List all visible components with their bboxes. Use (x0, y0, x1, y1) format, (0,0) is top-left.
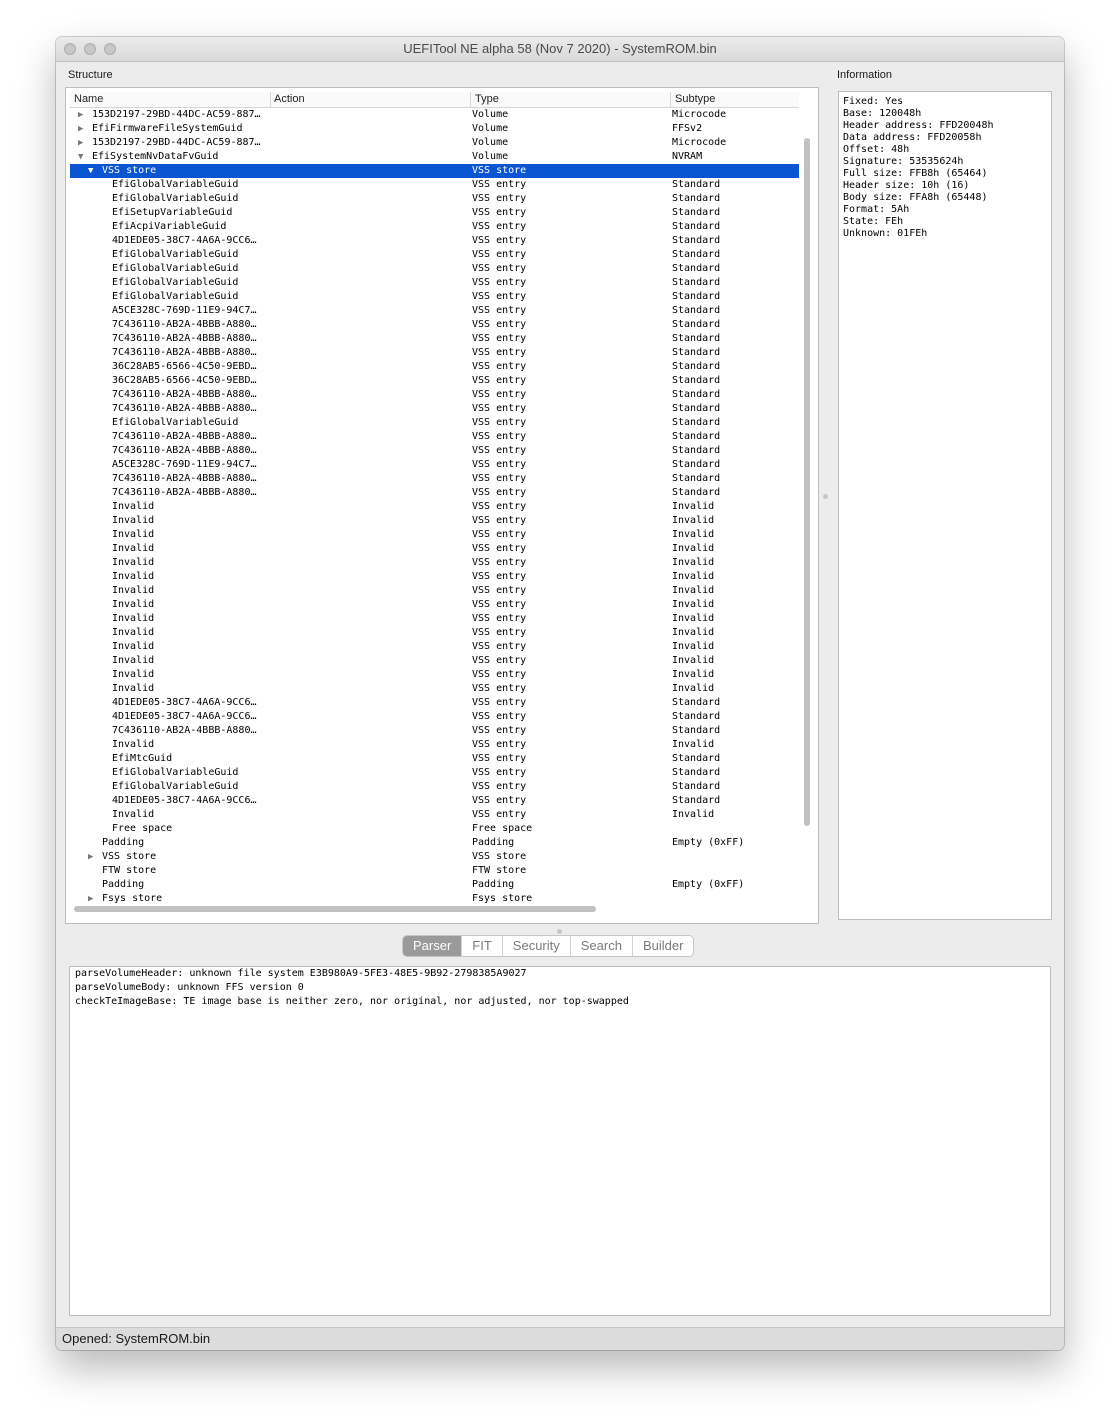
tree-row-name: FTW store (102, 865, 157, 876)
title-bar[interactable] (56, 37, 1064, 62)
tree-row-name: 7C436110-AB2A-4BBB-A880… (112, 725, 257, 736)
tree-row-subtype: Invalid (672, 655, 715, 666)
tree-row-type: Volume (472, 123, 509, 134)
tree-row-type: VSS entry (472, 641, 527, 652)
tab-parser[interactable]: Parser (403, 936, 462, 956)
tree-row-subtype: Invalid (672, 529, 715, 540)
tree-row-name: 7C436110-AB2A-4BBB-A880… (112, 319, 257, 330)
tree-row[interactable] (70, 724, 799, 738)
tree-row-subtype: Invalid (672, 641, 715, 652)
information-line: Signature: 53535624h (843, 156, 964, 167)
tree-row-subtype: Invalid (672, 669, 715, 680)
tree-row-name: Invalid (112, 585, 155, 596)
tree-row-type: VSS entry (472, 417, 527, 428)
tree-row-name: 4D1EDE05-38C7-4A6A-9CC6… (112, 795, 257, 806)
tree-row[interactable] (70, 304, 799, 318)
tree-row[interactable] (70, 318, 799, 332)
information-line: Header address: FFD20048h (843, 120, 994, 131)
tree-row-subtype: Standard (672, 319, 721, 330)
tree-row[interactable] (70, 766, 799, 780)
tree-row[interactable] (70, 528, 799, 542)
tree-row-type: VSS store (472, 851, 527, 862)
tree-row-name: 36C28AB5-6566-4C50-9EBD… (112, 375, 257, 386)
tree-horizontal-scrollbar[interactable] (74, 906, 596, 912)
tree-row-subtype: Standard (672, 781, 721, 792)
tree-row[interactable] (70, 108, 799, 122)
tree-row-type: VSS entry (472, 305, 527, 316)
tree-row-name: 7C436110-AB2A-4BBB-A880… (112, 347, 257, 358)
tree-row[interactable] (70, 430, 799, 444)
status-bar: Opened: SystemROM.bin (56, 1327, 1064, 1350)
tree-row-type: VSS entry (472, 361, 527, 372)
tree-row-subtype: Microcode (672, 109, 727, 120)
tree-row-type: VSS entry (472, 599, 527, 610)
tree-row-name: EfiGlobalVariableGuid (112, 277, 239, 288)
tree-row-type: VSS entry (472, 515, 527, 526)
tree-row[interactable] (70, 346, 799, 360)
information-panel[interactable] (838, 91, 1052, 920)
messages-panel[interactable] (69, 966, 1051, 1316)
tree-row-type: VSS entry (472, 403, 527, 414)
tree-row-type: VSS entry (472, 711, 527, 722)
tree-row-name: 4D1EDE05-38C7-4A6A-9CC6… (112, 697, 257, 708)
tree-row[interactable] (70, 136, 799, 150)
tree-row-type: VSS entry (472, 459, 527, 470)
tree-row-type: VSS entry (472, 669, 527, 680)
tree-row-name: Invalid (112, 683, 155, 694)
structure-label: Structure (68, 69, 113, 81)
tree-row-name: Invalid (112, 641, 155, 652)
tree-row-type: VSS entry (472, 809, 527, 820)
tree-row-subtype: Standard (672, 697, 721, 708)
vertical-splitter-handle[interactable] (823, 494, 828, 499)
tree-row-type: VSS entry (472, 431, 527, 442)
tree-row[interactable] (70, 402, 799, 416)
tree-row-subtype: FFSv2 (672, 123, 703, 134)
tree-row-name: EfiFirmwareFileSystemGuid (92, 123, 243, 134)
tree-row[interactable] (70, 262, 799, 276)
tree-row-name: Padding (102, 879, 145, 890)
tree-row[interactable] (70, 388, 799, 402)
tab-fit[interactable]: FIT (462, 936, 503, 956)
message-tabs (402, 935, 694, 957)
tree-row-name: Invalid (112, 529, 155, 540)
tree-row-name: Invalid (112, 655, 155, 666)
tree-row-type: VSS entry (472, 487, 527, 498)
tree-row-type: VSS store (472, 165, 527, 176)
tree-row-subtype: Empty (0xFF) (672, 879, 745, 890)
tree-header (70, 92, 799, 108)
tree-row-type: Padding (472, 837, 515, 848)
tree-row[interactable] (70, 864, 799, 878)
tree-row-subtype: Standard (672, 305, 721, 316)
tree-row-type: VSS entry (472, 347, 527, 358)
information-line: Full size: FFB8h (65464) (843, 168, 988, 179)
tree-row-type: VSS entry (472, 501, 527, 512)
tree-row-subtype: Standard (672, 389, 721, 400)
tree-row-subtype: Standard (672, 459, 721, 470)
information-line: Fixed: Yes (843, 96, 904, 107)
information-line: Unknown: 01FEh (843, 228, 928, 239)
information-label: Information (837, 69, 893, 81)
tree-row-subtype: Invalid (672, 585, 715, 596)
tree-row-type: VSS entry (472, 207, 527, 218)
tree-row-name: 7C436110-AB2A-4BBB-A880… (112, 431, 257, 442)
tree-row-subtype: Invalid (672, 613, 715, 624)
disclosure-collapsed-icon[interactable]: ▶ (78, 138, 84, 148)
tree-row-name: Invalid (112, 543, 155, 554)
structure-tree[interactable] (65, 87, 819, 924)
tree-row-name: Invalid (112, 739, 155, 750)
tree-row[interactable] (70, 780, 799, 794)
tree-row-name: 36C28AB5-6566-4C50-9EBD… (112, 361, 257, 372)
message-line[interactable]: checkTeImageBase: TE image base is neither zero, nor original, nor adjusted, nor top-swapped (75, 996, 629, 1007)
tree-row-name: 7C436110-AB2A-4BBB-A880… (112, 403, 257, 414)
tree-row-type: VSS entry (472, 529, 527, 540)
tree-row-type: VSS entry (472, 193, 527, 204)
tree-row-subtype: Invalid (672, 739, 715, 750)
information-line: Format: 5Ah (843, 204, 910, 215)
tree-row-type: VSS entry (472, 277, 527, 288)
tree-row-type: VSS entry (472, 319, 527, 330)
information-line: Header size: 10h (16) (843, 180, 970, 191)
tree-row-type: VSS entry (472, 571, 527, 582)
tree-row-name: Invalid (112, 627, 155, 638)
tree-row-subtype: Invalid (672, 571, 715, 582)
tree-row[interactable] (70, 626, 799, 640)
tree-row-type: VSS entry (472, 767, 527, 778)
tree-row-type: VSS entry (472, 683, 527, 694)
tree-row-type: Volume (472, 137, 509, 148)
information-text (839, 92, 1051, 240)
tree-row[interactable] (70, 542, 799, 556)
column-header-name[interactable]: Name (74, 93, 104, 105)
column-header-action[interactable]: Action (274, 93, 305, 105)
tree-row[interactable] (70, 514, 799, 528)
tree-row-type: Padding (472, 879, 515, 890)
tree-row[interactable] (70, 710, 799, 724)
tree-row-subtype: Invalid (672, 809, 715, 820)
tree-row-type: VSS entry (472, 235, 527, 246)
tree-row[interactable] (70, 654, 799, 668)
tree-row-subtype: Standard (672, 347, 721, 358)
tree-row[interactable] (70, 682, 799, 696)
column-header-type[interactable]: Type (475, 93, 499, 105)
tree-row-type: VSS entry (472, 333, 527, 344)
tree-row[interactable] (70, 122, 799, 136)
information-line: Body size: FFA8h (65448) (843, 192, 988, 203)
tree-row-name: Padding (102, 837, 145, 848)
tree-row-subtype: Standard (672, 361, 721, 372)
tree-row-subtype: Standard (672, 207, 721, 218)
tree-row[interactable] (70, 500, 799, 514)
tree-row-subtype: Standard (672, 221, 721, 232)
tree-row-subtype: Standard (672, 473, 721, 484)
disclosure-expanded-icon[interactable]: ▼ (78, 152, 84, 162)
tree-row[interactable] (70, 248, 799, 262)
tree-row-type: VSS entry (472, 697, 527, 708)
tree-row-type: VSS entry (472, 557, 527, 568)
tree-row[interactable] (70, 192, 799, 206)
tree-row-subtype: Standard (672, 403, 721, 414)
disclosure-collapsed-icon[interactable]: ▶ (88, 894, 94, 904)
tree-row[interactable] (70, 472, 799, 486)
disclosure-expanded-icon[interactable]: ▼ (88, 166, 94, 176)
tab-security[interactable]: Security (503, 936, 571, 956)
tree-row-name: EfiGlobalVariableGuid (112, 263, 239, 274)
tree-row[interactable] (70, 556, 799, 570)
tree-row-type: Fsys store (472, 893, 533, 904)
tree-row[interactable] (70, 752, 799, 766)
tree-row-name: EfiGlobalVariableGuid (112, 767, 239, 778)
tree-row-name: Fsys store (102, 893, 163, 904)
information-line: Base: 120048h (843, 108, 922, 119)
tree-row-subtype: Standard (672, 235, 721, 246)
disclosure-collapsed-icon[interactable]: ▶ (78, 110, 84, 120)
tree-row[interactable] (70, 374, 799, 388)
tree-row-type: VSS entry (472, 179, 527, 190)
tree-row-type: VSS entry (472, 655, 527, 666)
tree-row[interactable] (70, 416, 799, 430)
message-line[interactable]: parseVolumeHeader: unknown file system E3B980A9-5FE3-48E5-9B92-2798385A9027 (75, 968, 527, 979)
tree-row-subtype: Standard (672, 795, 721, 806)
tab-builder[interactable]: Builder (642, 938, 684, 953)
tree-row-type: VSS entry (472, 249, 527, 260)
tree-row[interactable] (70, 612, 799, 626)
tree-row[interactable] (70, 164, 799, 178)
tree-row[interactable] (70, 696, 799, 710)
tree-row-name: EfiGlobalVariableGuid (112, 179, 239, 190)
tree-row-subtype: Microcode (672, 137, 727, 148)
tree-row-subtype: Invalid (672, 599, 715, 610)
horizontal-splitter-handle[interactable] (557, 929, 562, 934)
tree-row-name: EfiGlobalVariableGuid (112, 193, 239, 204)
tree-row[interactable] (70, 850, 799, 864)
information-line: State: FEh (843, 216, 904, 227)
tree-row-name: 4D1EDE05-38C7-4A6A-9CC6… (112, 711, 257, 722)
tree-row-type: VSS entry (472, 375, 527, 386)
tree-row[interactable] (70, 444, 799, 458)
tree-row-type: VSS entry (472, 739, 527, 750)
tree-row[interactable] (70, 150, 799, 164)
tree-row[interactable] (70, 822, 799, 836)
tree-row-type: VSS entry (472, 543, 527, 554)
tree-row-subtype: Standard (672, 487, 721, 498)
tree-row[interactable] (70, 584, 799, 598)
tree-row-name: Invalid (112, 613, 155, 624)
tree-row-subtype: Standard (672, 445, 721, 456)
tree-row-name: A5CE328C-769D-11E9-94C7… (112, 305, 257, 316)
tree-row-name: Invalid (112, 557, 155, 568)
tree-row-type: VSS entry (472, 291, 527, 302)
tree-row[interactable] (70, 206, 799, 220)
tree-row-subtype: Standard (672, 193, 721, 204)
tree-row-type: VSS entry (472, 389, 527, 400)
tree-row-name: Invalid (112, 599, 155, 610)
tree-row-subtype: Standard (672, 249, 721, 260)
tree-row-type: Volume (472, 109, 509, 120)
tree-row-name: 7C436110-AB2A-4BBB-A880… (112, 333, 257, 344)
tree-row-name: EfiGlobalVariableGuid (112, 417, 239, 428)
tree-row[interactable] (70, 738, 799, 752)
tree-row-name: EfiSetupVariableGuid (112, 207, 233, 218)
tree-row-name: Invalid (112, 515, 155, 526)
tree-row-type: VSS entry (472, 781, 527, 792)
tree-row[interactable] (70, 794, 799, 808)
tree-row-type: VSS entry (472, 627, 527, 638)
tree-vertical-scrollbar[interactable] (804, 138, 810, 826)
tree-row[interactable] (70, 486, 799, 500)
tree-row-type: VSS entry (472, 753, 527, 764)
tree-row[interactable] (70, 892, 799, 906)
tree-row-name: EfiMtcGuid (112, 753, 173, 764)
tree-row-name: Invalid (112, 669, 155, 680)
tree-row-name: A5CE328C-769D-11E9-94C7… (112, 459, 257, 470)
tree-row-subtype: Standard (672, 767, 721, 778)
tree-row-name: EfiGlobalVariableGuid (112, 291, 239, 302)
disclosure-collapsed-icon[interactable]: ▶ (78, 124, 84, 134)
information-line: Data address: FFD20058h (843, 132, 982, 143)
tree-row-name: VSS store (102, 165, 157, 176)
tree-row-name: Invalid (112, 501, 155, 512)
tree-row-type: VSS entry (472, 473, 527, 484)
tree-row[interactable] (70, 836, 799, 850)
tree-row[interactable] (70, 808, 799, 822)
tree-row-name: 7C436110-AB2A-4BBB-A880… (112, 445, 257, 456)
tree-row[interactable] (70, 276, 799, 290)
tree-row[interactable] (70, 178, 799, 192)
tree-row-name: 7C436110-AB2A-4BBB-A880… (112, 487, 257, 498)
tree-row-subtype: Invalid (672, 501, 715, 512)
tree-row[interactable] (70, 878, 799, 892)
tree-row[interactable] (70, 220, 799, 234)
tree-row-type: FTW store (472, 865, 527, 876)
tree-row[interactable] (70, 360, 799, 374)
tree-row[interactable] (70, 234, 799, 248)
tree-row-subtype: Standard (672, 417, 721, 428)
tree-row-name: VSS store (102, 851, 157, 862)
message-line[interactable]: parseVolumeBody: unknown FFS version 0 (75, 982, 304, 993)
tree-row-type: VSS entry (472, 445, 527, 456)
tree-row-type: VSS entry (472, 221, 527, 232)
tree-row-subtype: Standard (672, 753, 721, 764)
window-title: UEFITool NE alpha 58 (Nov 7 2020) - SystemROM.bin (403, 41, 717, 56)
tree-row-type: VSS entry (472, 725, 527, 736)
tree-row-type: VSS entry (472, 795, 527, 806)
tree-row-name: EfiSystemNvDataFvGuid (92, 151, 219, 162)
tree-row[interactable] (70, 458, 799, 472)
tree-row-subtype: Standard (672, 375, 721, 386)
tree-row-name: 4D1EDE05-38C7-4A6A-9CC6… (112, 235, 257, 246)
tree-row-subtype: Standard (672, 263, 721, 274)
information-line: Offset: 48h (843, 144, 910, 155)
tree-row-name: EfiGlobalVariableGuid (112, 249, 239, 260)
tree-row[interactable] (70, 668, 799, 682)
tab-search[interactable]: Search (571, 936, 633, 956)
tree-row-name: 7C436110-AB2A-4BBB-A880… (112, 473, 257, 484)
tree-row[interactable] (70, 598, 799, 612)
disclosure-collapsed-icon[interactable]: ▶ (88, 852, 94, 862)
tree-row-subtype: Empty (0xFF) (672, 837, 745, 848)
tree-row-subtype: Invalid (672, 627, 715, 638)
tree-row-subtype: Invalid (672, 557, 715, 568)
tree-row-type: VSS entry (472, 263, 527, 274)
tree-row-name: EfiGlobalVariableGuid (112, 781, 239, 792)
tree-row-type: Volume (472, 151, 509, 162)
tree-row-subtype: Standard (672, 179, 721, 190)
tree-row-subtype: Standard (672, 333, 721, 344)
tree-row-name: Invalid (112, 809, 155, 820)
tree-row-type: VSS entry (472, 585, 527, 596)
tree-row-subtype: NVRAM (672, 151, 703, 162)
tree-row[interactable] (70, 332, 799, 346)
messages-list (70, 967, 1050, 1009)
tree-row[interactable] (70, 640, 799, 654)
tree-row-subtype: Standard (672, 291, 721, 302)
tree-row-type: Free space (472, 823, 533, 834)
tree-row[interactable] (70, 570, 799, 584)
column-header-subtype[interactable]: Subtype (675, 93, 716, 105)
tree-row[interactable] (70, 290, 799, 304)
tree-row-subtype: Invalid (672, 515, 715, 526)
tree-row-subtype: Invalid (672, 543, 715, 554)
tree-row-name: 7C436110-AB2A-4BBB-A880… (112, 389, 257, 400)
tree-row-name: 153D2197-29BD-44DC-AC59-887… (92, 137, 261, 148)
tree-row-name: Invalid (112, 571, 155, 582)
tree-row-name: EfiAcpiVariableGuid (112, 221, 227, 232)
tree-row-subtype: Standard (672, 725, 721, 736)
tree-row-type: VSS entry (472, 613, 527, 624)
main-window (56, 37, 1064, 1350)
tree-rows (70, 108, 799, 906)
tree-row-subtype: Invalid (672, 683, 715, 694)
tree-row-subtype: Standard (672, 277, 721, 288)
tree-row-subtype: Standard (672, 431, 721, 442)
tree-row-subtype: Standard (672, 711, 721, 722)
tree-row-name: 153D2197-29BD-44DC-AC59-887… (92, 109, 261, 120)
tree-row-name: Free space (112, 823, 173, 834)
